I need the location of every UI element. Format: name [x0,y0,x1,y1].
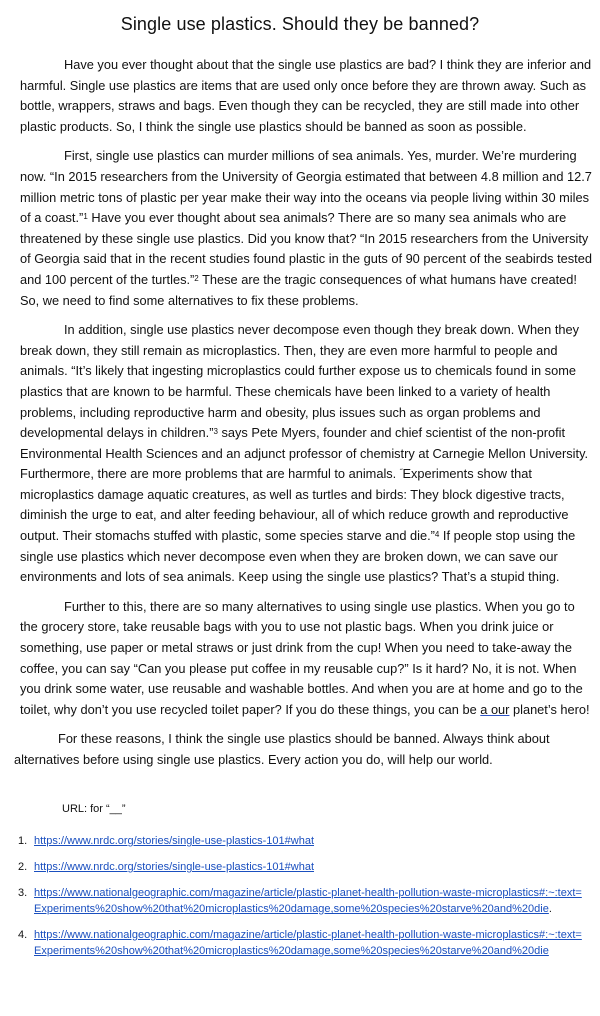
paragraph-further-text-1: Further to this, there are so many alternatives to using single use plastics. When you go to the grocery store, take reusable bags with you to use not plastic bags. When you drink juice or something, use paper or metal straws or just drink from the cup! When you need to take-away the coffee, you can say “Can you please put coffee in my reusable cup?” Is it hard? No, it is not. When you drink some water, use reusable and washable bottles. And when you are at home and go to the toilet, why don’t you use recycled toilet paper? If you do these things, you can be [20,598,583,717]
paragraph-first-text-3: These are the tragic consequences of what humans have created! So, we need to find some alternatives to fix these problems. [20,271,577,308]
footnote-marker-3: 3 [213,427,218,437]
reference-number: 4. [18,929,28,941]
document-title: Single use plastics. Should they be banned? [120,14,480,34]
reference-number: 1. [18,835,28,847]
reference-trail: . [548,903,552,915]
footnote-marker-2: 2 [194,273,199,283]
footnote-marker-1: 1 [83,212,88,222]
paragraph-first-text-1: First, single use plastics can murder millions of sea animals. Yes, murder. We’re murdering now. “In 2015 researchers from the University of Georgia estimated that between 4.8 million and 12.7 million metric tons of plastic per year make their way into the oceans via people living within 30 miles of a coast.” [20,148,592,226]
reference-link-4[interactable]: https://www.nationalgeographic.com/magazine/article/plastic-planet-health-pollution-waste-microplastics#:~:text=Experiments%20show%20that%20microplastics%20damage,some%20species%20starve%20and%20die [34,929,582,957]
paragraph-further-text-2: planet’s hero! [509,701,590,717]
reference-number: 2. [18,861,28,873]
paragraph-addition-text-3: Experiments show that microplastics damage aquatic creatures, as well as turtles and birds: They block digestive tracts, diminish the urge to eat, and alter feeding behaviour, all of which reduce growth and reproductive output. Their stomachs stuffed with plastic, some species starve and die.” [20,466,569,544]
paragraph-addition-text-2: says Pete Myers, founder and chief scientist of the non-profit Environmental Health Sciences and an adjunct professor of chemistry at Carnegie Mellon University. Furthermore, there are more problems that are harmful to animals. [20,425,589,482]
footnote-marker-4: 4 [434,530,440,540]
references-heading: URL: for “__” [62,803,126,815]
paragraph-addition-text-4: If people stop using the single use plastics which never decompose even when they are broken down, we can save our environments and lots of sea animals. Keep using the single use plastics? That’s a stupid thing. [20,528,576,585]
reference-item [18,885,588,917]
reference-link-2[interactable]: https://www.nrdc.org/stories/single-use-plastics-101#what [34,861,315,873]
references-section [18,801,588,969]
paragraph-conclusion: For these reasons, I think the single use plastics should be banned. Always think about alternatives before using single use plastics. Every action you do, will help our world. [14,731,550,767]
reference-number: 3. [18,887,28,899]
paragraph-addition-text-1: In addition, single use plastics never decompose even though they break down. When they break down, they still remain as microplastics. Then, they are even more harmful to people and animals. “It’s likely that ingesting microplastics could further expose us to chemicals found in some plastics that are known to be harmful. These chemicals have been linked to a variety of health problems, including reproductive harm and obesity, plus issues such as organ problems and developmental delays in children.” [20,322,580,441]
paragraph-first-text-2: Have you ever thought about sea animals? There are so many sea animals who are threatened by these single use plastics. Did you know that? “In 2015 researchers from the University of Georgia said that in the recent studies found plastic in the guts of 90 percent of the seabirds tested and 100 percent of the turtles.” [20,210,592,287]
paragraph-intro: Have you ever thought about that the single use plastics are bad? I think they are inferior and harmful. Single use plastics are items that are used only once before they are thrown away. Such as bottle, wrappers, straws and bags. Even though they can be recycled, they are still made into other plastic products. So, I think the single use plastics should be banned as soon as possible. [20,57,592,134]
paragraph-addition [20,320,592,588]
stray-quote-mark: ˝ [399,468,403,478]
paragraph-first [20,146,592,311]
paragraph-further [20,597,592,721]
underlined-text: a our [480,701,510,717]
reference-item [18,833,588,849]
reference-item [18,859,588,875]
reference-link-3[interactable]: https://www.nationalgeographic.com/magazine/article/plastic-planet-health-pollution-waste-microplastics#:~:text=Experiments%20show%20that%20microplastics%20damage,some%20species%20starve%20and%20die [34,887,582,915]
reference-item [18,927,588,959]
document-body [14,55,592,771]
reference-link-1[interactable]: https://www.nrdc.org/stories/single-use-plastics-101#what [34,835,315,847]
